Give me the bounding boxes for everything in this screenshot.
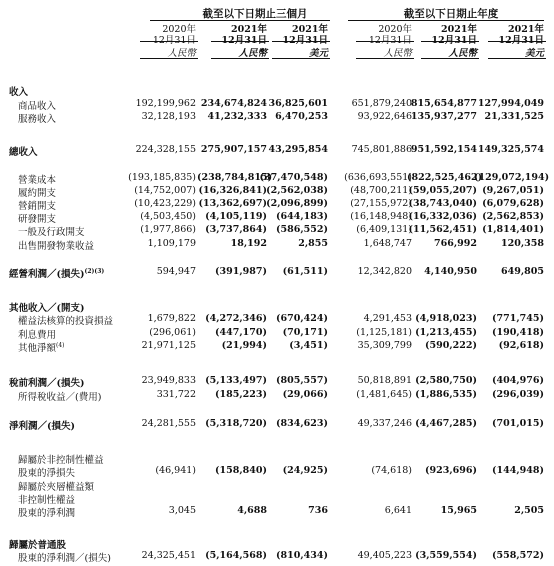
row-label-text: 一般及行政開支	[18, 227, 85, 238]
cell-value: (10,423,229)	[134, 198, 196, 209]
column-currency: 人民幣	[238, 48, 267, 59]
cell-value: (16,326,841)	[198, 185, 267, 196]
cell-value: 50,818,891	[357, 375, 412, 386]
cell-value: (834,623)	[276, 418, 328, 429]
cell-value: (4,105,119)	[205, 211, 267, 222]
currency-underline	[421, 58, 479, 59]
cell-value: (2,562,853)	[482, 211, 544, 222]
cell-value: (5,318,720)	[205, 418, 267, 429]
cell-value: 23,949,833	[141, 375, 196, 386]
cell-value: (6,409,131)	[356, 224, 412, 235]
table-row	[0, 452, 554, 464]
cell-value: (1,125,181)	[356, 327, 412, 338]
row-label-text: 歸屬於普通股	[9, 540, 67, 551]
column-currency: 人民幣	[383, 48, 412, 59]
row-label	[18, 479, 94, 493]
cell-value: (5,133,497)	[205, 375, 267, 386]
table-row	[0, 84, 554, 96]
row-label	[18, 224, 85, 238]
column-date: 12月31日	[368, 35, 412, 46]
cell-value: 12,342,820	[357, 266, 412, 277]
table-row	[0, 211, 554, 223]
cell-value: 4,291,453	[363, 313, 412, 324]
column-date: 12月31日	[282, 35, 328, 46]
row-label-text: 其他收入／(開支)	[9, 303, 85, 314]
cell-value: 2,505	[514, 505, 544, 516]
cell-value: 224,328,155	[135, 144, 196, 155]
column-year: 2021年	[441, 24, 477, 35]
table-row	[0, 266, 554, 278]
cell-value: (129,072,194)	[474, 172, 550, 183]
cell-value: (190,418)	[492, 327, 544, 338]
header-underline	[488, 41, 546, 42]
table-row	[0, 340, 554, 352]
cell-value: (14,752,007)	[134, 185, 196, 196]
currency-underline	[140, 58, 198, 59]
footnote-marker: (4)	[56, 341, 65, 349]
cell-value: (92,618)	[498, 340, 544, 351]
cell-value: (3,737,864)	[205, 224, 267, 235]
cell-value: 21,331,525	[484, 111, 544, 122]
cell-value: 275,907,157	[200, 144, 267, 155]
cell-value: (296,039)	[492, 389, 544, 400]
cell-value: 331,722	[156, 389, 196, 400]
footnote-marker: (2)(3)	[84, 267, 105, 275]
row-label-text: 權益法核算的投資損益	[18, 316, 114, 327]
cell-value: 93,922,646	[357, 111, 412, 122]
header-underline	[140, 41, 198, 42]
row-label	[18, 185, 56, 199]
cell-value: 120,358	[501, 238, 544, 249]
cell-value: 234,674,824	[200, 98, 267, 109]
cell-value: 1,648,747	[363, 238, 412, 249]
table-row	[0, 300, 554, 312]
cell-value: (5,164,568)	[205, 550, 267, 561]
table-row	[0, 111, 554, 123]
cell-value: (644,183)	[276, 211, 328, 222]
cell-value: 35,309,799	[357, 340, 412, 351]
row-label-text: 歸屬於非控制性權益	[18, 455, 104, 466]
table-row	[0, 198, 554, 210]
column-currency: 美元	[524, 48, 544, 59]
row-label-text: 利息費用	[18, 330, 57, 341]
cell-value: 18,192	[230, 238, 267, 249]
cell-value: 4,688	[237, 505, 267, 516]
row-label	[9, 537, 66, 551]
cell-value: 49,337,246	[357, 418, 412, 429]
cell-value: (810,434)	[276, 550, 328, 561]
column-year: 2021年	[231, 24, 267, 35]
cell-value: 815,654,877	[410, 98, 477, 109]
row-label-text: 出售開發物業收益	[18, 241, 95, 252]
cell-value: (3,559,554)	[415, 550, 477, 561]
column-year: 2021年	[292, 24, 328, 35]
table-row	[0, 492, 554, 504]
group-header-year: 截至以下日期止年度	[403, 8, 499, 20]
row-label	[9, 418, 75, 432]
row-label	[18, 172, 56, 186]
cell-value: (391,987)	[215, 266, 267, 277]
group-rule-three-months	[150, 20, 330, 21]
table-row	[0, 327, 554, 339]
cell-value: (27,155,972)	[350, 198, 412, 209]
currency-underline	[488, 58, 546, 59]
cell-value: (38,743,040)	[408, 198, 477, 209]
cell-value: 21,971,125	[141, 340, 196, 351]
table-row	[0, 185, 554, 197]
row-label	[18, 211, 56, 225]
cell-value: 649,805	[501, 266, 544, 277]
table-row	[0, 144, 554, 156]
row-label	[18, 313, 113, 327]
row-label	[18, 465, 75, 479]
row-label-text: 收入	[9, 87, 29, 98]
cell-value: (59,055,207)	[408, 185, 477, 196]
cell-value: (558,572)	[492, 550, 544, 561]
table-row	[0, 375, 554, 387]
column-year: 2020年	[378, 24, 412, 35]
cell-value: (158,840)	[215, 465, 267, 476]
column-currency: 人民幣	[448, 48, 477, 59]
column-year: 2021年	[508, 24, 544, 35]
cell-value: (13,362,697)	[198, 198, 267, 209]
cell-value: 1,679,822	[147, 313, 196, 324]
cell-value: (670,424)	[276, 313, 328, 324]
cell-value: (46,941)	[155, 465, 196, 476]
cell-value: 4,140,950	[424, 266, 477, 277]
row-label-text: 股東的淨利潤／(損失)	[18, 553, 111, 564]
row-label	[18, 550, 111, 564]
cell-value: (29,066)	[282, 389, 328, 400]
cell-value: 3,045	[168, 505, 196, 516]
row-label	[9, 266, 104, 280]
header-underline	[356, 41, 414, 42]
cell-value: 36,825,601	[268, 98, 328, 109]
cell-value: 6,641	[384, 505, 412, 516]
cell-value: (771,745)	[492, 313, 544, 324]
row-label-text: 歸屬於夾層權益類	[18, 482, 95, 493]
cell-value: (590,222)	[425, 340, 477, 351]
row-label-text: 營銷開支	[18, 201, 57, 212]
cell-value: (586,552)	[276, 224, 328, 235]
table-row	[0, 224, 554, 236]
cell-value: 32,128,193	[141, 111, 196, 122]
cell-value: (4,467,285)	[415, 418, 477, 429]
row-label	[18, 452, 104, 466]
cell-value: 15,965	[440, 505, 477, 516]
cell-value: 951,592,154	[410, 144, 477, 155]
row-label	[9, 84, 28, 98]
cell-value: (1,886,535)	[415, 389, 477, 400]
row-label	[18, 238, 94, 252]
cell-value: (16,148,948)	[350, 211, 412, 222]
table-row	[0, 172, 554, 184]
row-label	[18, 505, 75, 519]
table-row	[0, 418, 554, 430]
cell-value: (11,562,451)	[408, 224, 477, 235]
cell-value: (822,525,462)	[407, 172, 483, 183]
row-label-text: 股東的淨利潤	[18, 508, 76, 519]
currency-underline	[272, 58, 330, 59]
cell-value: 49,405,223	[357, 550, 412, 561]
row-label-text: 經營利潤／(損失)	[9, 269, 85, 280]
table-row	[0, 537, 554, 549]
column-date: 12月31日	[221, 35, 267, 46]
cell-value: (48,700,211)	[350, 185, 412, 196]
column-date: 12月31日	[431, 35, 477, 46]
row-label-text: 非控制性權益	[18, 495, 76, 506]
row-label	[18, 340, 65, 354]
cell-value: (805,557)	[276, 375, 328, 386]
cell-value: (1,481,645)	[356, 389, 412, 400]
group-rule-year	[348, 20, 544, 21]
table-row	[0, 389, 554, 401]
cell-value: (144,948)	[492, 465, 544, 476]
cell-value: 6,470,253	[275, 111, 328, 122]
cell-value: (1,814,401)	[482, 224, 544, 235]
cell-value: 24,325,451	[141, 550, 196, 561]
row-label	[9, 144, 38, 158]
cell-value: 651,879,240	[351, 98, 412, 109]
row-label-text: 研發開支	[18, 214, 57, 225]
cell-value: (3,451)	[289, 340, 328, 351]
group-header-three-months: 截至以下日期止三個月	[202, 8, 308, 20]
row-label-text: 營業成本	[18, 175, 57, 186]
cell-value: (636,693,551)	[344, 172, 412, 183]
row-label-text: 履約開支	[18, 188, 57, 199]
currency-underline	[211, 58, 269, 59]
row-label	[18, 198, 56, 212]
column-currency: 美元	[308, 48, 328, 59]
table-row	[0, 98, 554, 110]
cell-value: (4,918,023)	[415, 313, 477, 324]
row-label	[18, 492, 75, 506]
row-label	[18, 389, 101, 403]
cell-value: 135,937,277	[410, 111, 477, 122]
cell-value: (24,925)	[282, 465, 328, 476]
cell-value: 594,947	[156, 266, 196, 277]
row-label	[18, 111, 56, 125]
column-currency: 人民幣	[167, 48, 196, 59]
cell-value: 745,801,886	[351, 144, 412, 155]
cell-value: (21,994)	[221, 340, 267, 351]
cell-value: (70,171)	[282, 327, 328, 338]
cell-value: (447,170)	[215, 327, 267, 338]
cell-value: (2,096,899)	[266, 198, 328, 209]
row-label-text: 所得稅收益／(費用)	[18, 392, 102, 403]
row-label-text: 其他淨額	[18, 343, 57, 354]
currency-underline	[356, 58, 414, 59]
column-date: 12月31日	[152, 35, 196, 46]
cell-value: (16,332,036)	[408, 211, 477, 222]
cell-value: 192,199,962	[135, 98, 196, 109]
cell-value: (404,976)	[492, 375, 544, 386]
cell-value: 766,992	[434, 238, 477, 249]
row-label	[18, 327, 56, 341]
row-label-text: 總收入	[9, 147, 38, 158]
cell-value: (238,784,815)	[197, 172, 273, 183]
cell-value: (1,977,866)	[140, 224, 196, 235]
cell-value: (185,223)	[215, 389, 267, 400]
cell-value: 736	[308, 505, 328, 516]
column-year: 2020年	[162, 24, 196, 35]
header-underline	[272, 41, 330, 42]
row-label-text: 淨利潤／(損失)	[9, 421, 75, 432]
cell-value: 149,325,574	[477, 144, 544, 155]
cell-value: (61,511)	[282, 266, 328, 277]
cell-value: 24,281,555	[141, 418, 196, 429]
table-row	[0, 550, 554, 562]
table-row	[0, 465, 554, 477]
table-row	[0, 313, 554, 325]
cell-value: 1,109,179	[147, 238, 196, 249]
row-label	[18, 98, 56, 112]
header-underline	[421, 41, 479, 42]
cell-value: (74,618)	[371, 465, 412, 476]
cell-value: (296,061)	[149, 327, 196, 338]
cell-value: (37,470,548)	[259, 172, 328, 183]
header-underline	[211, 41, 269, 42]
row-label	[9, 375, 85, 389]
cell-value: (1,213,455)	[415, 327, 477, 338]
cell-value: (6,079,628)	[482, 198, 544, 209]
cell-value: (701,015)	[492, 418, 544, 429]
row-label-text: 商品收入	[18, 101, 57, 112]
cell-value: (2,580,750)	[415, 375, 477, 386]
cell-value: 43,295,854	[268, 144, 328, 155]
table-row	[0, 479, 554, 491]
cell-value: (193,185,835)	[128, 172, 196, 183]
row-label-text: 服務收入	[18, 114, 57, 125]
table-row	[0, 505, 554, 517]
cell-value: (2,562,038)	[266, 185, 328, 196]
cell-value: (923,696)	[425, 465, 477, 476]
cell-value: 2,855	[298, 238, 328, 249]
cell-value: (4,272,346)	[205, 313, 267, 324]
table-row	[0, 238, 554, 250]
cell-value: 41,232,333	[207, 111, 267, 122]
row-label	[9, 300, 85, 314]
row-label-text: 股東的淨損失	[18, 468, 76, 479]
cell-value: (9,267,051)	[482, 185, 544, 196]
cell-value: 127,994,049	[477, 98, 544, 109]
column-date: 12月31日	[498, 35, 544, 46]
cell-value: (4,503,450)	[140, 211, 196, 222]
row-label-text: 稅前利潤／(損失)	[9, 378, 85, 389]
